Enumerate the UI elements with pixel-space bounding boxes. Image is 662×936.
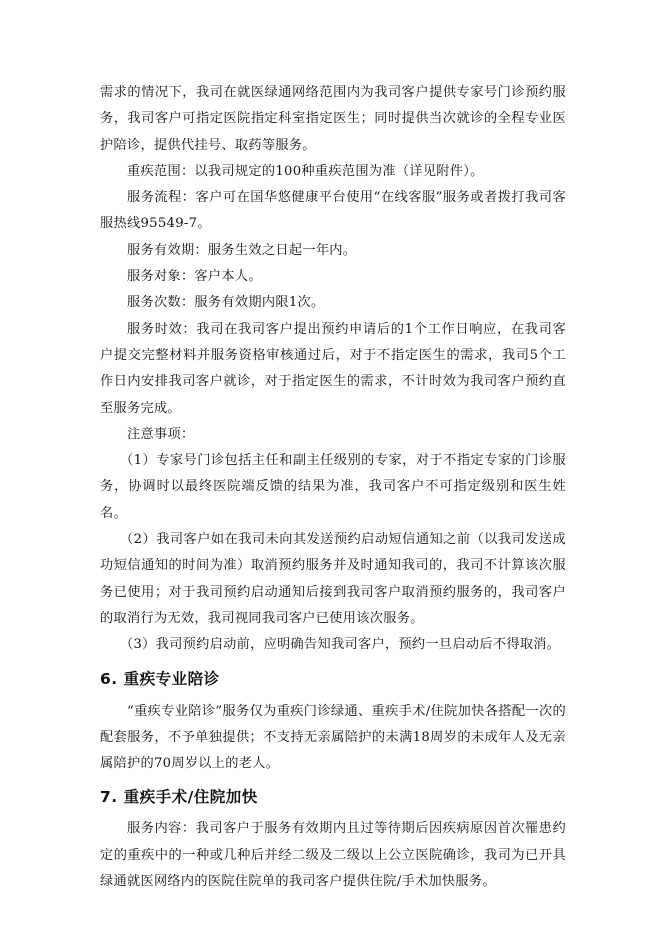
section-6-heading: 6. 重疾专业陪诊 (100, 669, 220, 688)
paragraph-service-process: 服务流程：客户可在国华悠健康平台使用“在线客服”服务或者拨打我司客服热线95549-7。 (100, 190, 566, 232)
paragraph-note-3: （3）我司预约启动前，应明确告知我司客户，预约一旦启动后不得取消。 (120, 637, 561, 653)
document-body (100, 80, 566, 895)
paragraph-service-count: 服务次数：服务有效期内限1次。 (127, 295, 325, 311)
paragraph-validity: 服务有效期：服务生效之日起一年内。 (127, 242, 357, 258)
paragraph-service-timeliness: 服务时效：我司在我司客户提出预约申请后的1个工作日响应，在我司客户提交完整材料并服务资格审核通过后，对于不指定医生的需求，我司5个工作日内安排我司客户就诊，对于指定医生的需求，不计时效为我司客户预约直至服务完成。 (100, 321, 566, 416)
paragraph-note-1: （1）专家号门诊包括主任和副主任级别的专家，对于不指定专家的门诊服务，协调时以最终医院端反馈的结果为准，我司客户不可指定级别和医生姓名。 (100, 453, 566, 521)
paragraph-note-2: （2）我司客户如在我司未向其发送预约启动短信通知之前（以我司发送成功短信通知的时间为准）取消预约服务并及时通知我司的，我司不计算该次服务已使用；对于我司预约启动通知后接到我司客户取消预约服务的，我司客户的取消行为无效，我司视同我司客户已使用该次服务。 (100, 532, 566, 626)
section-6-paragraph: “重疾专业陪诊”服务仅为重疾门诊绿通、重疾手术/住院加快各搭配一次的配套服务，不予单独提供；不支持无亲属陪护的未满18周岁的未成年人及无亲属陪护的70周岁以上的老人。 (100, 703, 566, 772)
paragraph-notes-title: 注意事项： (127, 426, 195, 442)
section-7-paragraph: 服务内容：我司客户于服务有效期内且过等待期后因疾病原因首次罹患约定的重疾中的一种或几种后并经二级及二级以上公立医院确诊，我司为已开具绿通就医网络内的医院住院单的我司客户提供住院/手术加快服务。 (100, 821, 566, 890)
paragraph-service-target: 服务对象：客户本人。 (127, 269, 262, 285)
section-7-heading: 7. 重疾手术/住院加快 (100, 788, 258, 807)
paragraph-disease-scope: 重疾范围：以我司规定的100种重疾范围为准（详见附件）。 (127, 163, 484, 179)
paragraph-continuation: 需求的情况下，我司在就医绿通网络范围内为我司客户提供专家号门诊预约服务，我司客户可指定医院指定科室指定医生；同时提供当次就诊的全程专业医护陪诊，提供代挂号、取药等服务。 (100, 85, 566, 153)
